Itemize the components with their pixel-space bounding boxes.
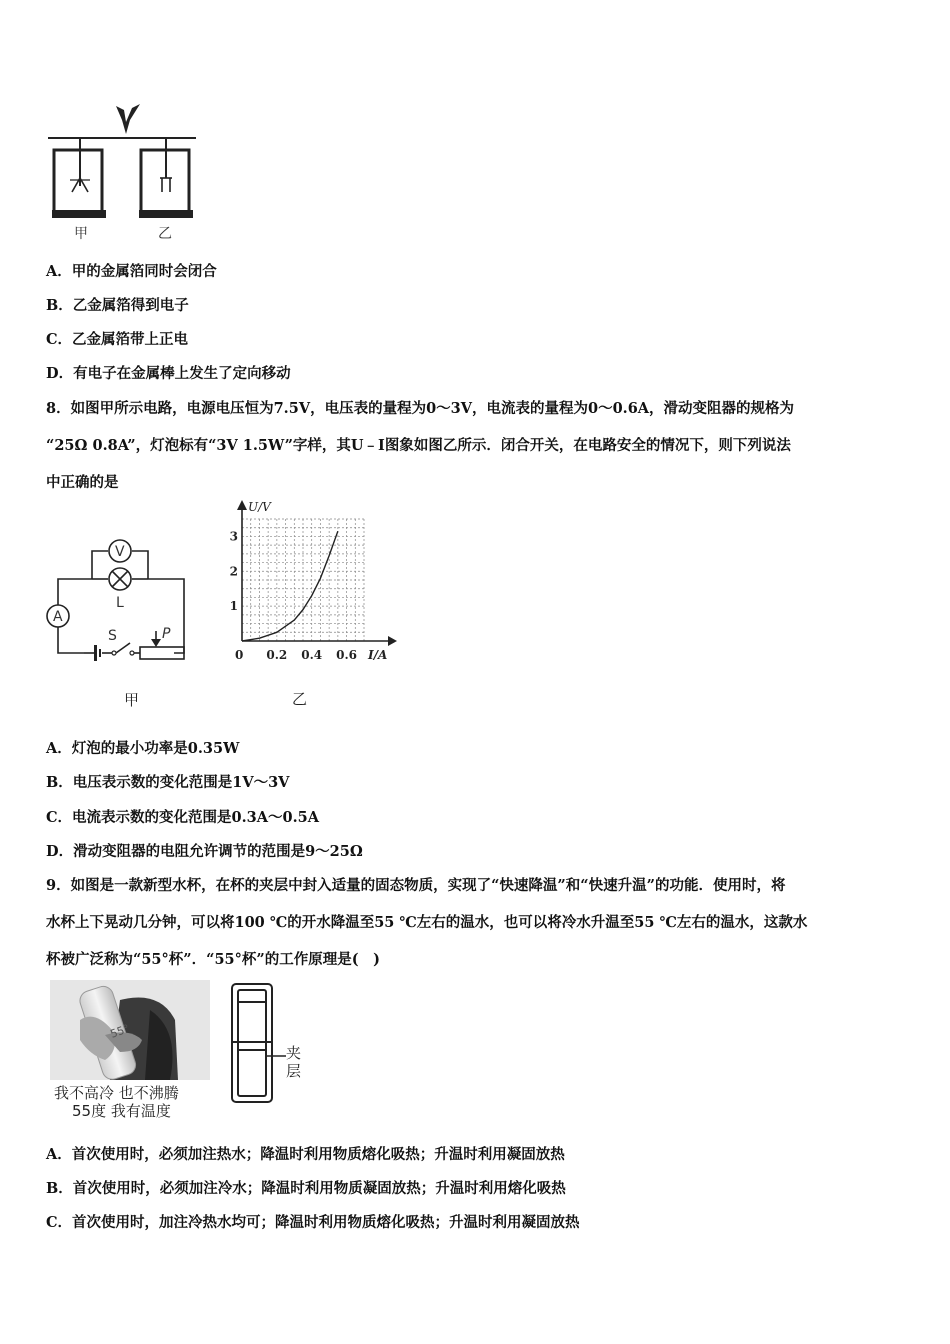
q7-option-d: D．有电子在金属棒上发生了定向移动 — [46, 365, 291, 382]
label-yi: 乙 — [158, 226, 172, 242]
q7-option-c: C．乙金属箔带上正电 — [46, 331, 189, 348]
origin-label: 0 — [235, 648, 244, 662]
x-axis-label: I/A — [368, 648, 388, 662]
layer-label-2: 层 — [286, 1062, 302, 1080]
q9-stem-line-3: 杯被广泛称为“55°杯”．“55°杯”的工作原理是( ) — [46, 951, 380, 968]
q9-stem-line-2: 水杯上下晃动几分钟，可以将100 ℃的开水降温至55 ℃左右的温水，也可以将冷水升温至55 ℃左右的温水，这款水 — [46, 914, 808, 931]
q8-option-c: C．电流表示数的变化范围是0.3A～0.5A — [46, 809, 319, 826]
q8-option-b: B．电压表示数的变化范围是1V～3V — [46, 774, 290, 791]
circuit-diagram — [44, 535, 194, 715]
handle-icon — [116, 104, 140, 134]
graph-caption: 乙 — [292, 690, 308, 708]
q7-option-b: B．乙金属箔得到电子 — [46, 297, 189, 314]
q9-option-a: A．首次使用时，必须加注热水；降温时利用物质熔化吸热；升温时利用凝固放热 — [46, 1146, 565, 1163]
q8-stem-line-3: 中正确的是 — [46, 474, 119, 491]
y-tick-label: 3 — [229, 529, 238, 544]
cup-photo — [50, 980, 210, 1120]
slider-label: P — [162, 626, 171, 642]
switch-label: S — [108, 628, 117, 644]
y-axis-label: U/V — [248, 500, 271, 514]
lamp-label: L — [116, 595, 124, 611]
q9-option-b: B．首次使用时，必须加注冷水；降温时利用物质凝固放热；升温时利用熔化吸热 — [46, 1180, 566, 1197]
y-tick-label: 2 — [229, 564, 238, 579]
q7-option-a: A．甲的金属箔同时会闭合 — [46, 263, 217, 280]
x-tick-label: 0.4 — [301, 648, 323, 662]
photo-caption-2: 55度 我有温度 — [72, 1102, 171, 1120]
ammeter-label: A — [53, 609, 63, 625]
label-jia: 甲 — [74, 226, 88, 242]
q9-option-c: C．首次使用时，加注冷热水均可；降温时利用物质熔化吸热；升温时利用凝固放热 — [46, 1214, 580, 1231]
x-tick-label: 0.6 — [336, 648, 358, 662]
cup-cross-section — [228, 980, 318, 1108]
y-tick-label: 1 — [229, 599, 238, 614]
electroscope-figure — [46, 98, 206, 243]
circuit-caption: 甲 — [124, 691, 140, 709]
q8-option-d: D．滑动变阻器的电阻允许调节的范围是9～25Ω — [46, 843, 363, 860]
cup-number: 55° — [108, 1021, 132, 1041]
photo-caption-1: 我不高冷 也不沸腾 — [54, 1084, 179, 1102]
ui-curve — [242, 531, 338, 641]
ui-graph — [222, 498, 402, 716]
x-tick-label: 0.2 — [266, 648, 288, 662]
q8-stem-line-2: “25Ω 0.8A”，灯泡标有“3V 1.5W”字样，其U﹣I图象如图乙所示．闭合开关，在电路安全的情况下，则下列说法 — [46, 437, 791, 454]
q9-stem-line-1: 9．如图是一款新型水杯，在杯的夹层中封入适量的固态物质，实现了“快速降温”和“快速升温”的功能．使用时，将 — [46, 877, 786, 894]
q8-stem-line-1: 8．如图甲所示电路，电源电压恒为7.5V，电压表的量程为0～3V，电流表的量程为0～0.6A，滑动变阻器的规格为 — [46, 400, 795, 417]
q8-option-a: A．灯泡的最小功率是0.35W — [46, 740, 240, 757]
voltmeter-label: V — [115, 544, 125, 560]
layer-label-1: 夹 — [286, 1044, 302, 1062]
